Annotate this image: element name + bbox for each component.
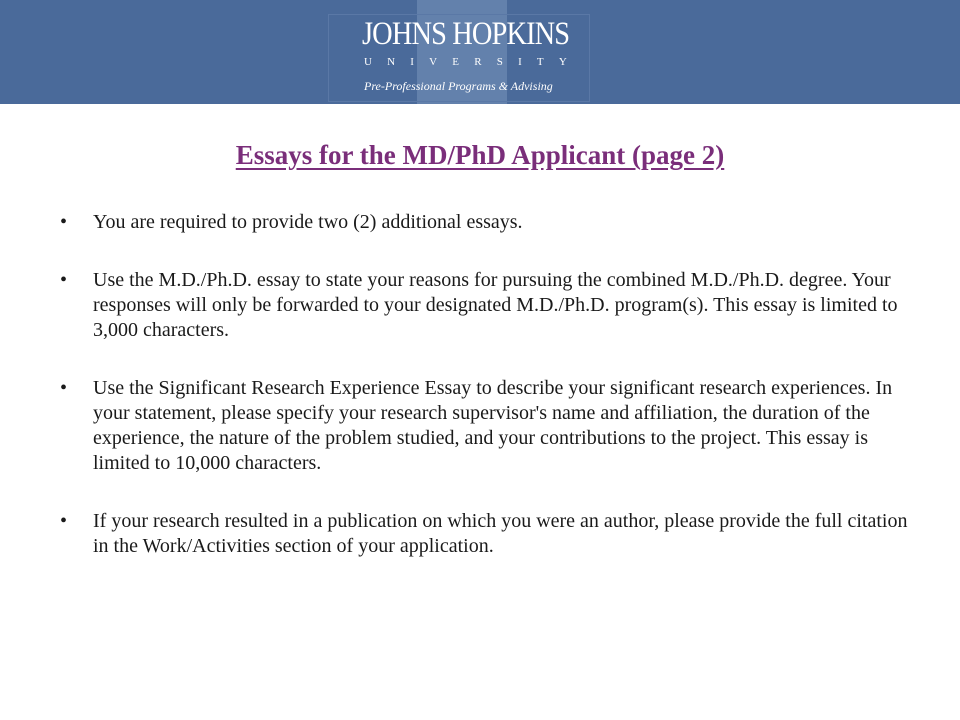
bullet-list bbox=[60, 210, 910, 592]
bullet-icon: • bbox=[60, 377, 68, 399]
bullet-text: Use the M.D./Ph.D. essay to state your reasons for pursuing the combined M.D./Ph.D. degree. Your responses will only be forwarded to your designated M.D./Ph.D. program(s). This essay is limited to 3,000 characters. bbox=[93, 269, 898, 341]
bullet-text: You are required to provide two (2) additional essays. bbox=[93, 211, 523, 233]
logo-name: JOHNS HOPKINS bbox=[362, 16, 570, 52]
bullet-item bbox=[60, 210, 910, 235]
bullet-text: If your research resulted in a publication on which you were an author, please provide the full citation in the Work/Activities section of your application. bbox=[93, 510, 908, 557]
bullet-icon: • bbox=[60, 269, 68, 291]
bullet-icon: • bbox=[60, 510, 68, 532]
bullet-text: Use the Significant Research Experience Essay to describe your significant research experiences. In your statement, please specify your research supervisor's name and affiliation, the duration of the experience, the nature of the problem studied, and your contributions to the project. This essay is limited to 10,000 characters. bbox=[93, 377, 893, 474]
bullet-item bbox=[60, 376, 910, 476]
logo-tagline: Pre-Professional Programs & Advising bbox=[364, 79, 553, 93]
bullet-icon: • bbox=[60, 211, 68, 233]
logo-university: UNIVERSITY bbox=[364, 56, 582, 68]
page-title: Essays for the MD/PhD Applicant (page 2) bbox=[235, 140, 725, 170]
bullet-item bbox=[60, 268, 910, 343]
bullet-item bbox=[60, 509, 910, 559]
